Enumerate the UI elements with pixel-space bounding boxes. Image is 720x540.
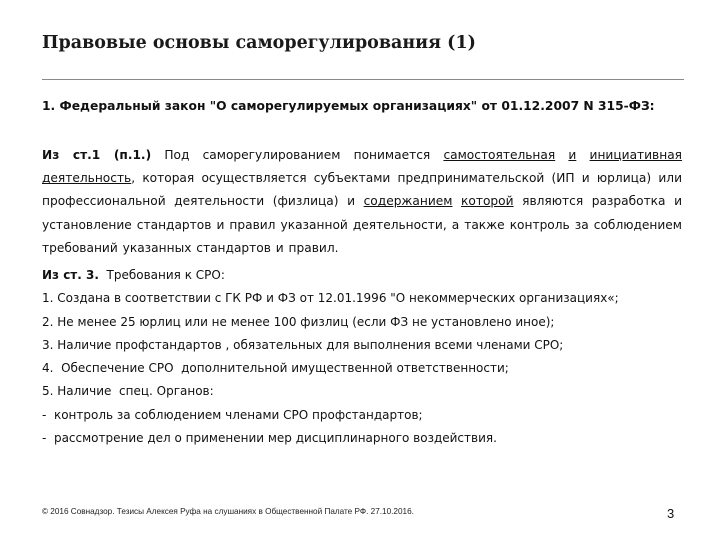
underlined-term-4: содержанием bbox=[363, 194, 453, 209]
underlined-term-2: и bbox=[568, 148, 577, 162]
requirement-item: 1. Создана в соответствии с ГК РФ и ФЗ от 12.01.1996 "О некоммерческих организациях«; bbox=[42, 291, 619, 306]
requirement-item: 4. Обеспечение СРО дополнительной имущественной ответственности; bbox=[42, 361, 509, 376]
underlined-term-5: которой bbox=[461, 194, 514, 209]
definition-lead: Из ст.1 (п.1.) bbox=[42, 148, 152, 162]
requirements-heading-text: Требования к СРО: bbox=[98, 268, 225, 282]
underlined-term-1: самостоятельная bbox=[443, 148, 556, 162]
definition-text-6: являются разработка и установление стандартов и правил указанной деятельности, а также контроль за соблюдением требований указанных стандартов и правил. bbox=[42, 194, 682, 255]
requirement-item: 5. Наличие спец. Органов: bbox=[42, 384, 214, 399]
title-divider bbox=[42, 79, 684, 80]
definition-text-5 bbox=[452, 194, 461, 208]
requirement-item: 3. Наличие профстандартов , обязательных для выполнения всеми членами СРО; bbox=[42, 337, 564, 352]
definition-text-3 bbox=[576, 148, 589, 162]
requirements-heading bbox=[42, 264, 702, 287]
underlined-term-3: инициативная деятельность bbox=[42, 148, 683, 186]
definition-text-2 bbox=[555, 148, 568, 162]
footer-copyright: © 2016 Совнадзор. Тезисы Алексея Руфа на слушаниях в Общественной Палате РФ. 27.10.2016. bbox=[42, 507, 414, 516]
definition-text-1: Под саморегулированием понимается bbox=[151, 148, 444, 162]
requirements-lead: Из ст. 3. bbox=[42, 268, 99, 282]
law-heading: 1. Федеральный закон "О саморегулируемых организациях" от 01.12.2007 N 315-ФЗ: bbox=[42, 99, 655, 113]
slide-title: Правовые основы саморегулирования (1) bbox=[42, 33, 476, 53]
requirement-item: 2. Не менее 25 юрлиц или не менее 100 физлиц (если ФЗ не установлено иное); bbox=[42, 314, 555, 329]
requirements-block bbox=[42, 264, 702, 450]
requirement-subitem: - рассмотрение дел о применении мер дисциплинарного воздействия. bbox=[42, 431, 497, 446]
requirement-subitem: - контроль за соблюдением членами СРО профстандартов; bbox=[42, 407, 423, 422]
page-number: 3 bbox=[667, 506, 675, 521]
definition-paragraph bbox=[42, 144, 682, 260]
definition-text-4: , которая осуществляется субъектами предпринимательской (ИП и юрлица) или профессиональной деятельности (физлица) и bbox=[42, 171, 682, 209]
